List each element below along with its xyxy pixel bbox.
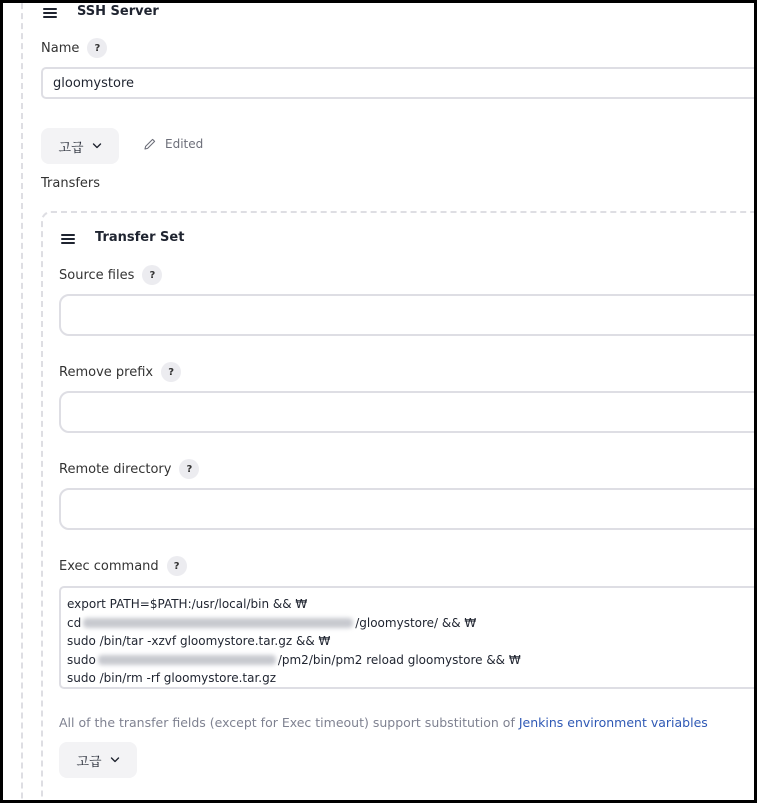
source-files-label-text: Source files — [59, 267, 135, 283]
jenkins-config-frame — [3, 3, 754, 800]
transfers-label: Transfers — [41, 176, 101, 191]
transfer-advanced-button[interactable] — [59, 742, 137, 778]
exec-command-label-text: Exec command — [59, 558, 159, 574]
advanced-button[interactable] — [41, 128, 119, 164]
source-files-input[interactable] — [59, 294, 754, 336]
name-label — [41, 38, 107, 58]
remote-directory-label — [59, 459, 199, 479]
exec-line: sudo /pm2/bin/pm2 reload gloomystore && ₩ — [67, 652, 521, 667]
chevron-down-icon — [110, 755, 120, 765]
exec-command-label — [59, 556, 187, 576]
hint-text: All of the transfer fields (except for Exec timeout) support substitution of — [59, 715, 519, 730]
jenkins-env-vars-link[interactable]: Jenkins environment variables — [518, 715, 708, 730]
source-files-help-icon[interactable]: ? — [142, 265, 162, 285]
drag-handle-icon[interactable] — [61, 234, 75, 244]
remote-directory-label-text: Remote directory — [59, 461, 172, 477]
exec-line: sudo /bin/rm -rf gloomystore.tar.gz — [67, 671, 277, 685]
pencil-icon — [143, 137, 157, 151]
remote-directory-input[interactable] — [59, 488, 754, 530]
source-files-label — [59, 265, 162, 285]
ssh-server-title: SSH Server — [77, 4, 159, 19]
exec-command-help-icon[interactable]: ? — [167, 556, 187, 576]
exec-line: export PATH=$PATH:/usr/local/bin && ₩ — [67, 597, 308, 611]
remove-prefix-label-text: Remove prefix — [59, 364, 154, 380]
advanced-button-label: 고급 — [58, 140, 84, 156]
exec-line: sudo /bin/tar -xzvf gloomystore.tar.gz && ₩ — [67, 634, 331, 648]
remove-prefix-label — [59, 362, 181, 382]
remove-prefix-input[interactable] — [59, 391, 754, 433]
transfer-set-title: Transfer Set — [95, 230, 185, 245]
substitution-hint — [59, 715, 708, 730]
exec-line: cd /gloomystore/ && ₩ — [67, 615, 477, 630]
remote-directory-help-icon[interactable]: ? — [179, 459, 199, 479]
name-input[interactable]: gloomystore — [41, 67, 754, 99]
edited-label: Edited — [165, 137, 204, 151]
name-label-text: Name — [41, 40, 80, 56]
transfer-advanced-label: 고급 — [76, 754, 102, 770]
redacted-path — [98, 655, 276, 665]
name-help-icon[interactable]: ? — [87, 38, 107, 58]
chevron-down-icon — [92, 141, 102, 151]
remove-prefix-help-icon[interactable]: ? — [161, 362, 181, 382]
drag-handle-icon[interactable] — [43, 8, 57, 18]
redacted-path — [83, 618, 353, 628]
edited-indicator — [143, 137, 203, 151]
exec-command-textarea[interactable] — [59, 586, 754, 689]
